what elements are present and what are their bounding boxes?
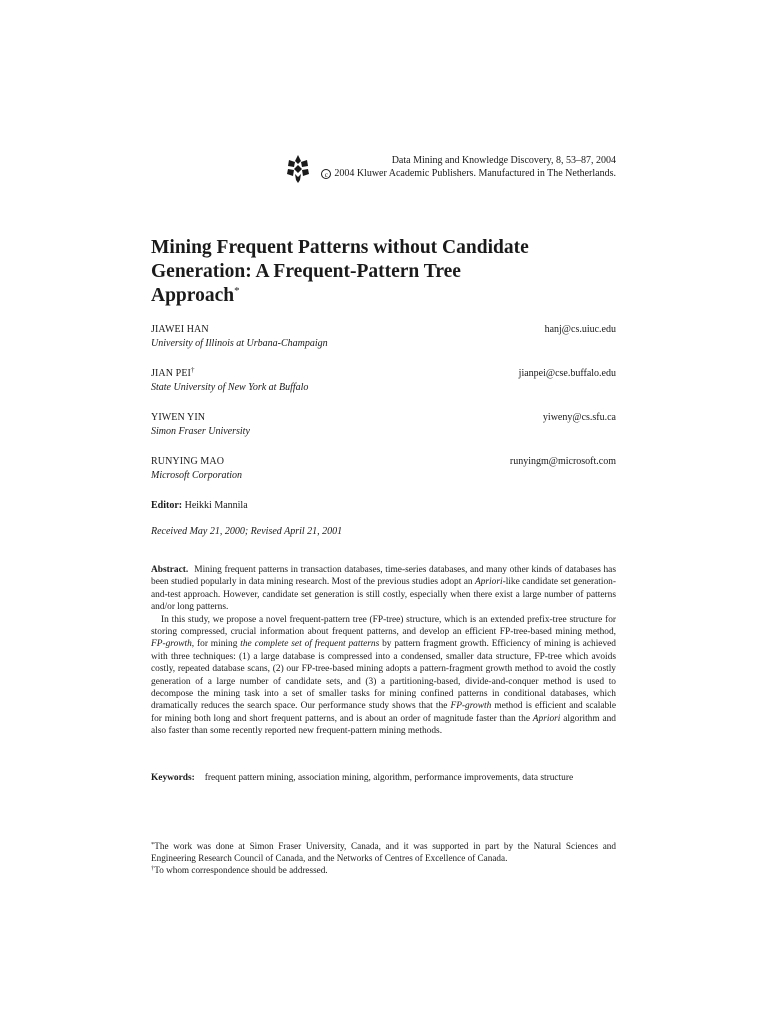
editor-line [151,500,248,512]
keywords-text: frequent pattern mining, association mining, algorithm, performance improvements, data structure [204,773,574,783]
keywords-label: Keywords: [151,773,195,783]
publisher-logo-icon [286,155,310,183]
title-line-3: Approach [151,285,235,306]
editor-name: Heikki Mannila [184,500,248,511]
paper-title [151,236,581,308]
author-name: YIWEN YIN [151,412,206,423]
abstract-label: Abstract. [151,565,189,575]
footnote-dagger: †To whom correspondence should be addressed. [151,865,328,875]
author-affiliation: Simon Fraser University [151,426,250,437]
author-email: jianpei@cse.buffalo.edu [518,368,616,379]
copyright-icon: c [321,169,331,179]
author-name: JIAN PEI† [151,366,195,379]
copyright-line [321,168,616,180]
title-line-2: Generation: A Frequent-Pattern Tree [151,261,461,282]
author-footnote-marker: † [190,366,195,374]
keywords [151,772,621,784]
journal-citation: Data Mining and Knowledge Discovery, 8, 53–87, 2004 [391,155,616,166]
received-dates: Received May 21, 2000; Revised April 21, 2001 [151,526,343,537]
author-email: yiweny@cs.sfu.ca [542,412,616,423]
abstract-paragraph-2: In this study, we propose a novel frequent-pattern tree (FP-tree) structure, which is an extended prefix-tree structure for storing compressed, crucial information about frequent patterns, and develop an efficient FP-tree-based mining method, FP-growth, for mining the complete set of frequent patterns by pattern fragment growth. Efficiency of mining is achieved with three techniques: (1) a large database is compressed into a condensed, smaller data structure, FP-tree which avoids costly, repeated database scans, (2) our FP-tree-based mining adopts a pattern-fragment growth method to avoid the costly generation of a large number of candidate sets, and (3) a partitioning-based, divide-and-conquer method is used to decompose the mining task into a set of smaller tasks for mining confined patterns in conditional databases, which dramatically reduces the search space. Our performance study shows that the FP-growth method is efficient and scalable for mining both long and short frequent patterns, and is about an order of magnitude faster than the Apriori algorithm and also faster than some recently reported new frequent-pattern mining methods. [151,614,616,737]
author-affiliation: State University of New York at Buffalo [151,382,309,393]
title-footnote-marker: * [234,285,240,297]
author-email: hanj@cs.uiuc.edu [544,324,616,335]
abstract [151,564,616,738]
copyright-text: 2004 Kluwer Academic Publishers. Manufactured in The Netherlands. [334,168,616,179]
author-name: JIAWEI HAN [151,324,209,335]
author-affiliation: University of Illinois at Urbana-Champaign [151,338,328,349]
footnotes [151,840,616,876]
author-affiliation: Microsoft Corporation [151,470,243,481]
editor-label: Editor: [151,500,183,511]
footnote-star: *The work was done at Simon Fraser University, Canada, and it was supported in part by the Natural Sciences and Engineering Research Council of Canada, and the Networks of Centres of Excellence of Canada. [151,841,616,863]
author-name: RUNYING MAO [151,456,225,467]
title-line-1: Mining Frequent Patterns without Candidate [151,237,529,258]
author-email: runyingm@microsoft.com [509,456,616,467]
journal-header [286,153,616,183]
abstract-paragraph-1: Abstract. Mining frequent patterns in transaction databases, time-series databases, and many other kinds of databases has been studied popularly in data mining research. Most of the previous studies adopt an Apriori-like candidate set generation-and-test approach. However, candidate set generation is still costly, especially when there exist a large number of patterns and/or long patterns. [151,565,616,613]
